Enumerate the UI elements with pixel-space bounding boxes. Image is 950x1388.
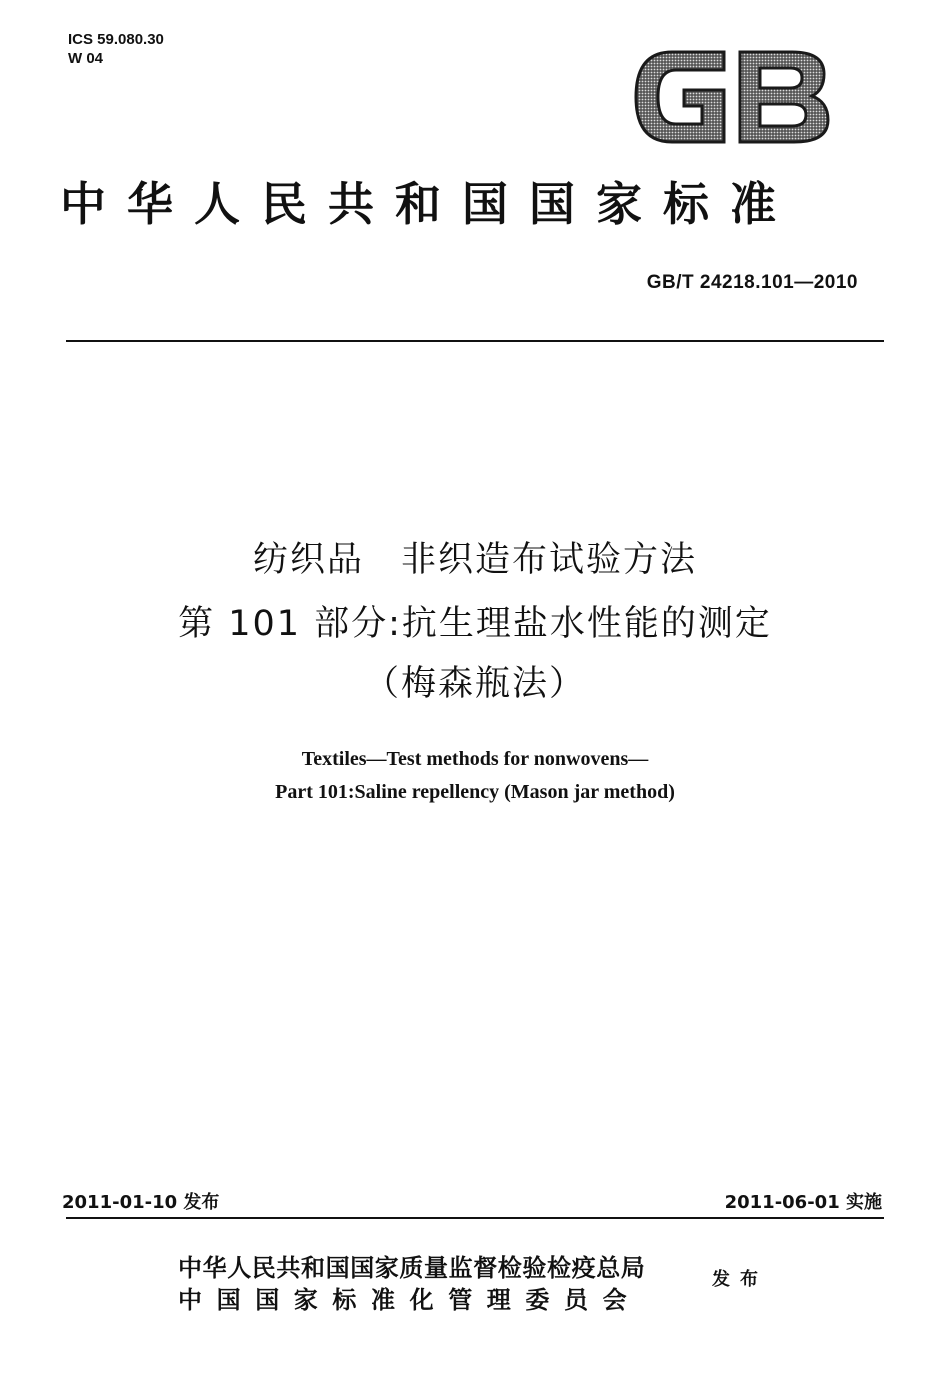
english-title-line-2: Part 101:Saline repellency (Mason jar method) [275, 781, 675, 803]
gb-logo [632, 44, 832, 150]
ccs-code: W 04 [68, 50, 104, 67]
publish-label: 发布 [712, 1269, 768, 1290]
ics-code: ICS 59.080.30 [68, 31, 164, 48]
chinese-title-line-3: （梅森瓶法） [363, 664, 586, 704]
chinese-title-line-1: 纺织品 非织造布试验方法 [252, 540, 697, 580]
chinese-title-line-2: 第 101 部分:抗生理盐水性能的测定 [178, 604, 772, 644]
issuer-line-1: 中华人民共和国国家质量监督检验检疫总局 [178, 1253, 646, 1282]
national-standard-title: 中华人民共和国国家标准 [60, 177, 797, 231]
issue-date: 2011-01-10 发布 [62, 1192, 220, 1213]
english-title-line-1: Textiles—Test methods for nonwovens— [301, 748, 649, 770]
top-divider [66, 340, 884, 342]
standard-number: GB/T 24218.101—2010 [646, 272, 858, 293]
bottom-divider [66, 1217, 884, 1219]
implementation-date: 2011-06-01 实施 [724, 1192, 882, 1213]
issuer-line-2: 中国国家标准化管理委员会 [178, 1285, 642, 1314]
